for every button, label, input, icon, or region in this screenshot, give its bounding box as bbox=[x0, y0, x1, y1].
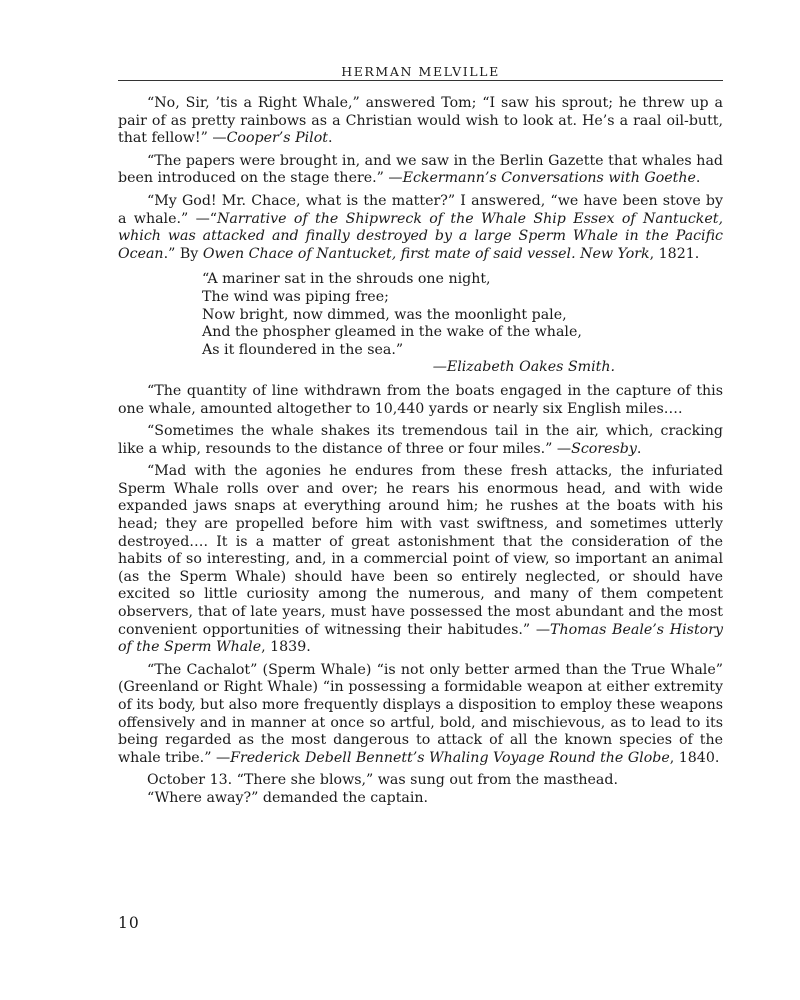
page-body bbox=[118, 95, 723, 808]
paragraph bbox=[118, 193, 723, 263]
paragraph-text: “The papers were brought in, and we saw in the Berlin Gazette that whales had been introduced on the stage there.” — bbox=[118, 152, 723, 187]
paragraph-text: “Sometimes the whale shakes its tremendous tail in the air, which, cracking like a whip, resounds to the distance of three or four miles.” — bbox=[118, 423, 723, 457]
paragraph-text: October 13. “There she blows,” was sung out from the masthead. bbox=[147, 772, 618, 789]
paragraph-tail: . bbox=[327, 130, 333, 147]
paragraph-source: Frederick Debell Bennett’s Whaling Voyage Round the Globe bbox=[230, 749, 670, 766]
poem-line: “A mariner sat in the shrouds one night, bbox=[202, 271, 491, 288]
poem-block bbox=[202, 271, 723, 377]
paragraph-middle: .” By bbox=[163, 245, 203, 262]
paragraph bbox=[118, 790, 723, 808]
poem-line: And the phospher gleamed in the wake of the whale, bbox=[202, 324, 582, 341]
paragraph-source: Thomas Beale’s History of the Sperm Whale bbox=[118, 621, 724, 656]
paragraph-source: Eckermann’s Conversations with Goethe bbox=[402, 170, 696, 187]
paragraph bbox=[118, 153, 723, 188]
paragraph-source: Cooper’s Pilot bbox=[226, 130, 328, 147]
paragraph-text: “Mad with the agonies he endures from these fresh attacks, the infuriated Sperm Whale rolls over and over; he rears his enormous head, and with wide expanded jaws snaps at everything around him; he rushes at the boats with his head; they are propelled before him with vast swiftness, and sometimes utterly destroyed…. It is a matter of great astonishment that the consideration of the habits of so interesting, and, in a commercial point of view, so important an animal (as the Sperm Whale) should have been so entirely neglected, or should have excited so little curiosity among the numerous, and many of them competent observers, that of late years, must have possessed the most abundant and the most convenient opportunities of witnessing their habitudes.” — bbox=[118, 463, 723, 638]
paragraph-tail: , 1821. bbox=[649, 245, 700, 262]
paragraph-source-2: Owen Chace of Nantucket, first mate of said vessel. New York bbox=[202, 245, 650, 262]
paragraph-text: “The quantity of line withdrawn from the boats engaged in the capture of this one whale, amounted altogether to 10,440 yards or nearly six English miles…. bbox=[118, 382, 723, 417]
paragraph-text: “The Cachalot” (Sperm Whale) “is not only better armed than the True Whale” (Greenland or Right Whale) “in possessing a formidable weapon at either extremity of its body, but also more frequently displays a disposition to employ these weapons offensively and in manner at once so artful, bold, and mischievous, as to lead to its being regarded as the most dangerous to attack of all the known species of the whale tribe.” — bbox=[118, 661, 723, 766]
paragraph-tail: , 1839. bbox=[261, 639, 311, 656]
paragraph bbox=[118, 95, 723, 148]
paragraph bbox=[118, 423, 723, 458]
poem-line: As it floundered in the sea.” bbox=[202, 341, 404, 358]
poem-line: Now bright, now dimmed, was the moonlight pale, bbox=[202, 306, 567, 323]
page-number: 10 bbox=[118, 914, 140, 932]
paragraph-text: “No, Sir, ’tis a Right Whale,” answered Tom; “I saw his sprout; he threw up a pair of as pretty rainbows as a Christian would wish to look at. He’s a raal oil-butt, that fellow!” — bbox=[118, 95, 723, 147]
paragraph bbox=[118, 772, 723, 790]
paragraph-text: “Where away?” demanded the captain. bbox=[147, 789, 429, 806]
paragraph-source: Scoresby bbox=[571, 440, 637, 457]
paragraph bbox=[118, 383, 723, 418]
running-head: HERMAN MELVILLE bbox=[341, 64, 500, 79]
poem-line: The wind was piping free; bbox=[202, 288, 389, 305]
paragraph bbox=[118, 662, 723, 768]
header-rule bbox=[118, 80, 723, 81]
paragraph-text: “My God! Mr. Chace, what is the matter?” I answered, “we have been stove by a whale.” —“ bbox=[118, 192, 723, 227]
paragraph-tail: . bbox=[636, 440, 642, 457]
paragraph-tail: . bbox=[695, 170, 701, 187]
paragraph-source: Narrative of the Shipwreck of the Whale Ship Essex of Nantucket, which was attacked and finally destroyed by a large Sperm Whale in the Pacific Ocean bbox=[118, 210, 724, 262]
paragraph bbox=[118, 463, 723, 657]
poem-attribution: —Elizabeth Oakes Smith. bbox=[432, 359, 615, 376]
paragraph-tail: , 1840. bbox=[669, 749, 720, 766]
